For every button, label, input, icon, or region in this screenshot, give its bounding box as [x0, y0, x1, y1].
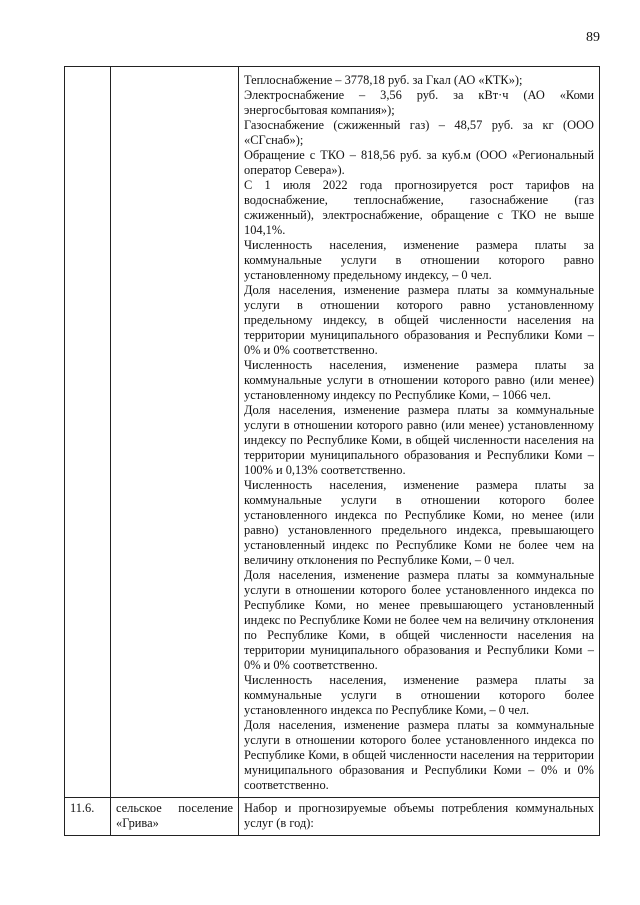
row-number-cell [65, 67, 111, 798]
paragraph-tariff-growth: С 1 июля 2022 года прогнозируется рост тарифов на водоснабжение, теплоснабжение, газоснабжение (газ сжиженный), электроснабжение, обращение с ТКО не выше 104,1%. [244, 178, 594, 237]
settlement-name-cell [111, 67, 239, 798]
paragraph-waste: Обращение с ТКО – 818,56 руб. за куб.м (ООО «Региональный оператор Севера»). [244, 148, 594, 177]
table-row [65, 67, 600, 798]
paragraph-population-3: Численность населения, изменение размера платы за коммунальные услуги в отношении которого более установленного индекса по Республике Коми, но менее (или равно) установленного предельного индекса, превышающего установленный индекс по Республике Коми не более чем на величину отклонения по Республике Коми, – 0 чел. [244, 478, 594, 567]
paragraph-population-1: Численность населения, изменение размера платы за коммунальные услуги в отношении которого равно установленному предельному индексу, – 0 чел. [244, 238, 594, 282]
row-number-cell: 11.6. [65, 798, 111, 836]
paragraph-share-1: Доля населения, изменение размера платы за коммунальные услуги в отношении которого равно установленному предельному индексу, в общей численности населения на территории муниципального образования и Республики Коми – 0% и 0% соответственно. [244, 283, 594, 357]
paragraph-population-2: Численность населения, изменение размера платы за коммунальные услуги в отношении которого равно (или менее) установленному индексу по Республике Коми, – 1066 чел. [244, 358, 594, 402]
paragraph-population-4: Численность населения, изменение размера платы за коммунальные услуги в отношении которого более установленного индекса по Республике Коми, – 0 чел. [244, 673, 594, 717]
paragraph-consumption: Набор и прогнозируемые объемы потребления коммунальных услуг (в год): [244, 801, 594, 830]
paragraph-gas: Газоснабжение (сжиженный газ) – 48,57 руб. за кг (ООО «СГснаб»); [244, 118, 594, 147]
paragraph-share-3: Доля населения, изменение размера платы за коммунальные услуги в отношении которого более установленного индекса по Республике Коми, но менее превышающего установленный индекс по Республике Коми не более чем на величину отклонения по Республике Коми, в общей численности населения на территории муниципального образования и Республики Коми – 0% и 0% соответственно. [244, 568, 594, 672]
page-number: 89 [586, 30, 600, 45]
settlement-name-cell: сельское поселение «Грива» [111, 798, 239, 836]
paragraph-share-2: Доля населения, изменение размера платы за коммунальные услуги в отношении которого равно (или менее) установленному индексу по Республике Коми, в общей численности населения на территории муниципального образования и Республики Коми – 100% и 0,13% соответственно. [244, 403, 594, 477]
description-cell [239, 798, 600, 836]
table-row [65, 798, 600, 836]
paragraph-electricity: Электроснабжение – 3,56 руб. за кВт·ч (АО «Коми энергосбытовая компания»); [244, 88, 594, 117]
paragraph-share-4: Доля населения, изменение размера платы за коммунальные услуги в отношении которого более установленного индекса по Республике Коми, в общей численности населения на территории муниципального образования и Республики Коми – 0% и 0% соответственно. [244, 718, 594, 792]
paragraph-heat: Теплоснабжение – 3778,18 руб. за Гкал (АО «КТК»); [244, 73, 523, 87]
description-cell [239, 67, 600, 798]
tariff-table [64, 66, 600, 836]
